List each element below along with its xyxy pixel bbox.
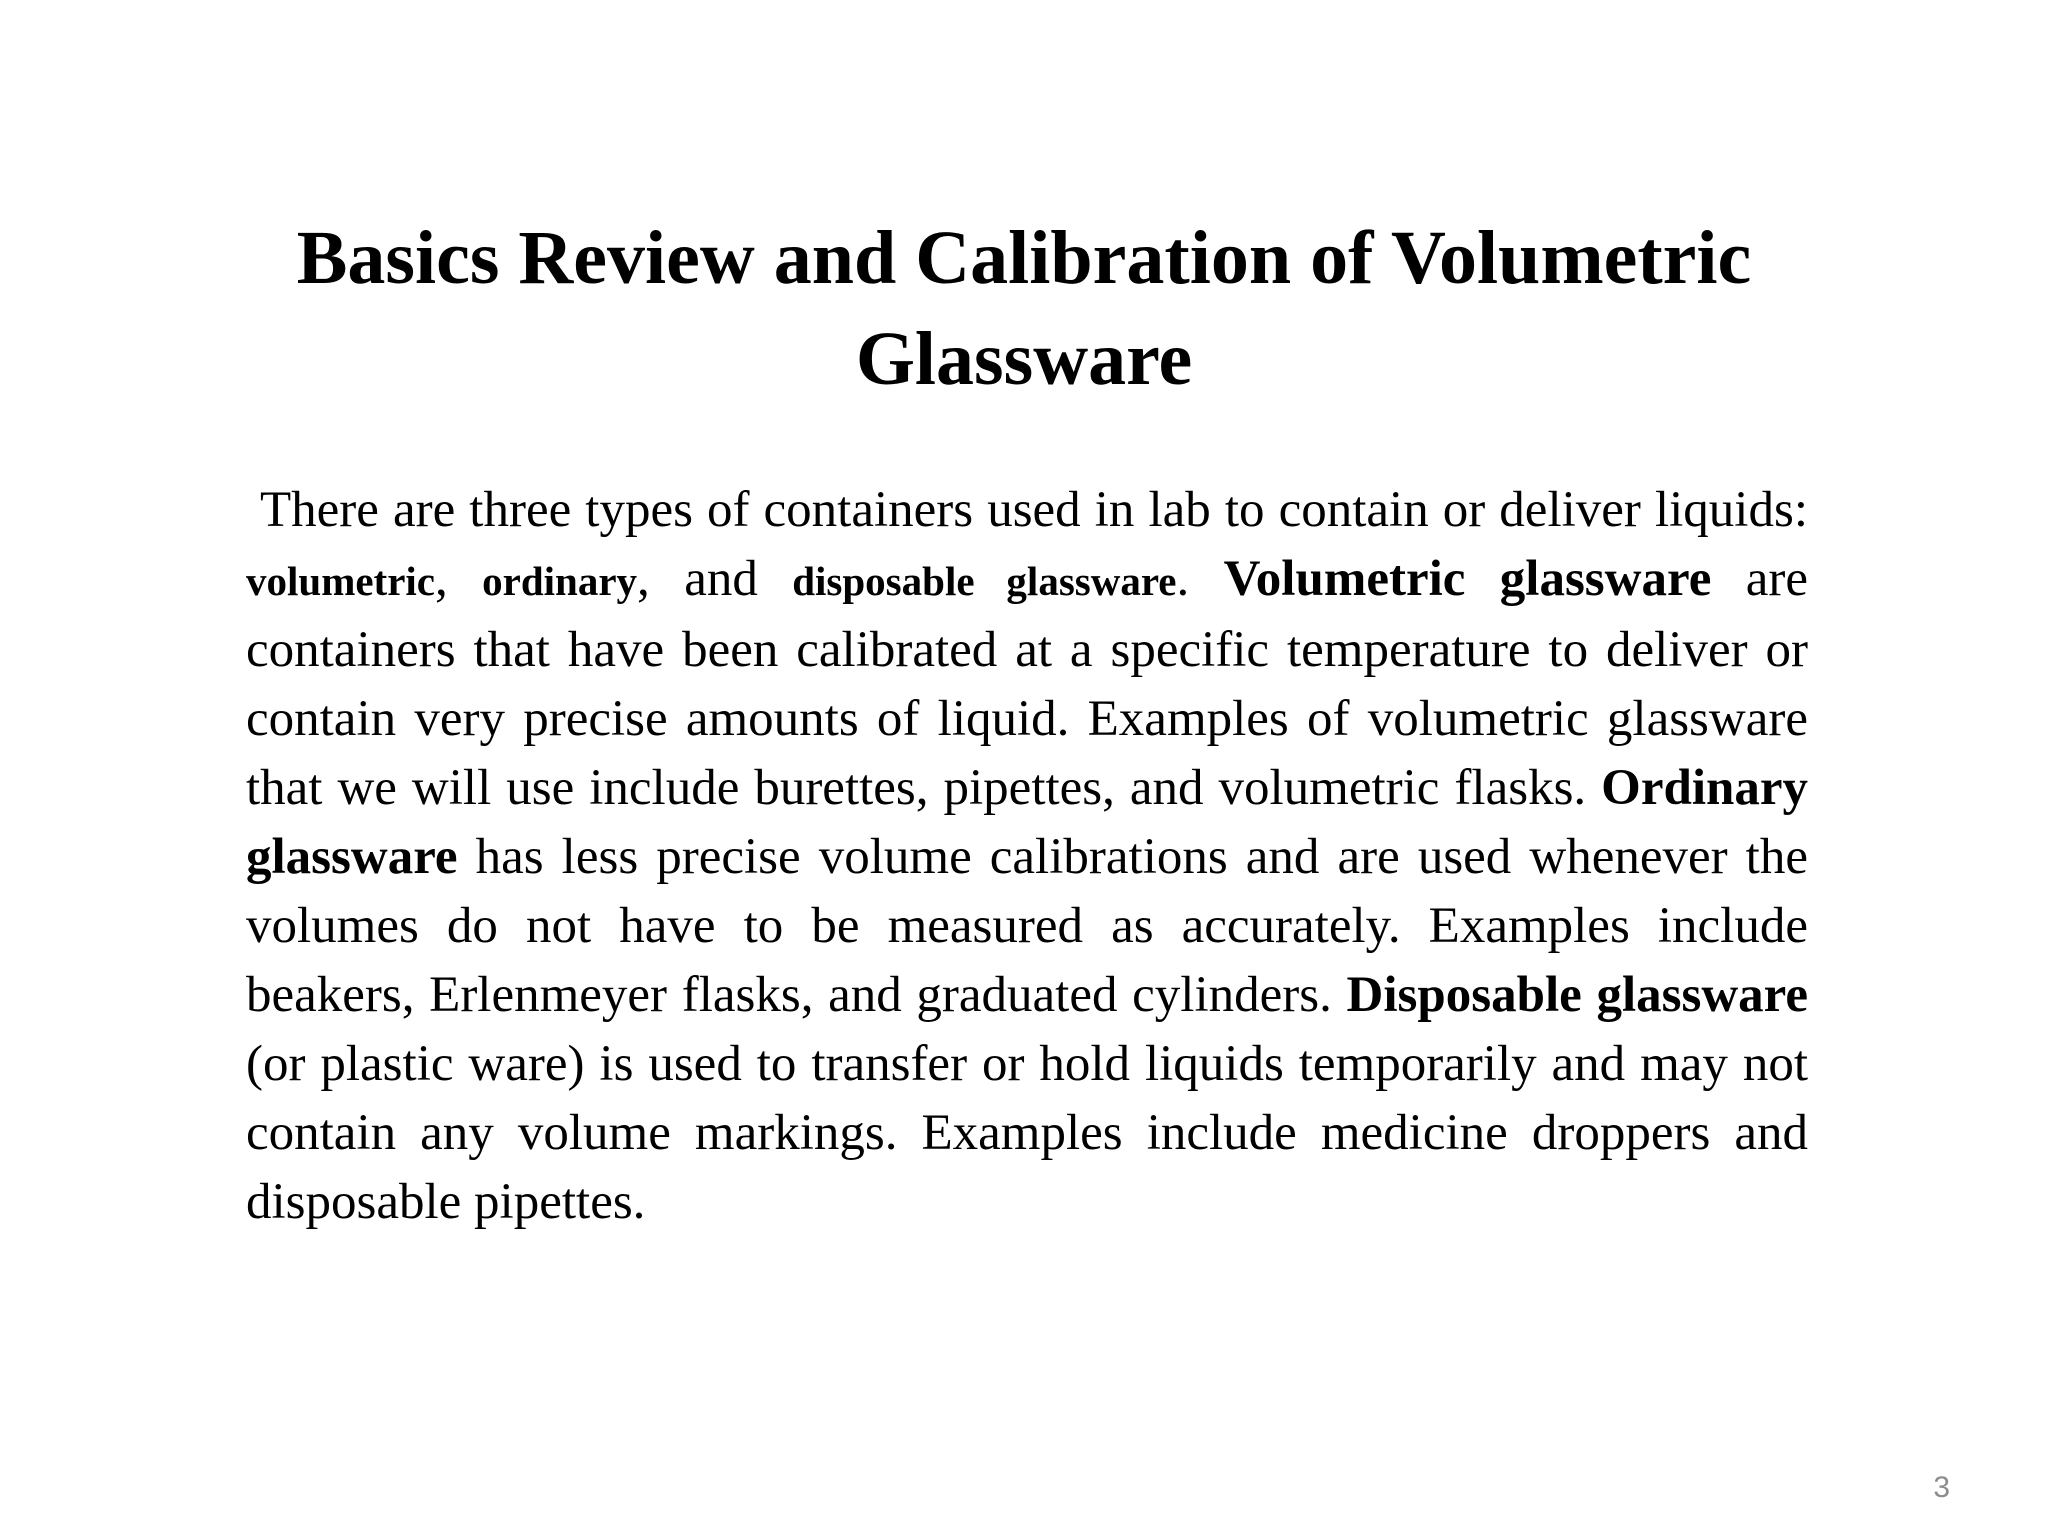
- term-disposable-glassware: disposable glassware: [792, 558, 1177, 604]
- term-ordinary: ordinary: [482, 558, 638, 604]
- text-segment: There are three types of containers used in lab to contain or deliver liquids:: [260, 482, 1808, 538]
- page-number: 3: [1933, 1471, 1950, 1504]
- text-segment: , and: [637, 551, 793, 607]
- term-volumetric-glassware: Volumetric glassware: [1223, 551, 1712, 607]
- term-ordinary-glassware: Ordinary glassware: [246, 760, 1808, 885]
- term-disposable-glassware-definition: Disposable glassware: [1346, 967, 1808, 1023]
- term-volumetric: volumetric: [246, 558, 435, 604]
- body-paragraph: [246, 476, 1808, 1237]
- text-segment: are containers that have been calibrated at a specific temperature to deliver or contain very precise amounts of liquid. Examples of volumetric glassware that we will use include burettes, pipettes, and volumetric flasks.: [246, 551, 1808, 816]
- text-segment: ,: [434, 551, 483, 607]
- text-segment: (or plastic ware) is used to transfer or hold liquids temporarily and may not contain any volume markings. Examples include medicine droppers and disposable pipettes.: [246, 1036, 1808, 1230]
- slide-title: Basics Review and Calibration of Volumetric Glassware: [296, 216, 1752, 401]
- text-segment: has less precise volume calibrations and are used whenever the volumes do not have to be measured as accurately. Examples include beakers, Erlenmeyer flasks, and graduated cylinders.: [246, 829, 1808, 1023]
- text-segment: .: [1176, 551, 1224, 607]
